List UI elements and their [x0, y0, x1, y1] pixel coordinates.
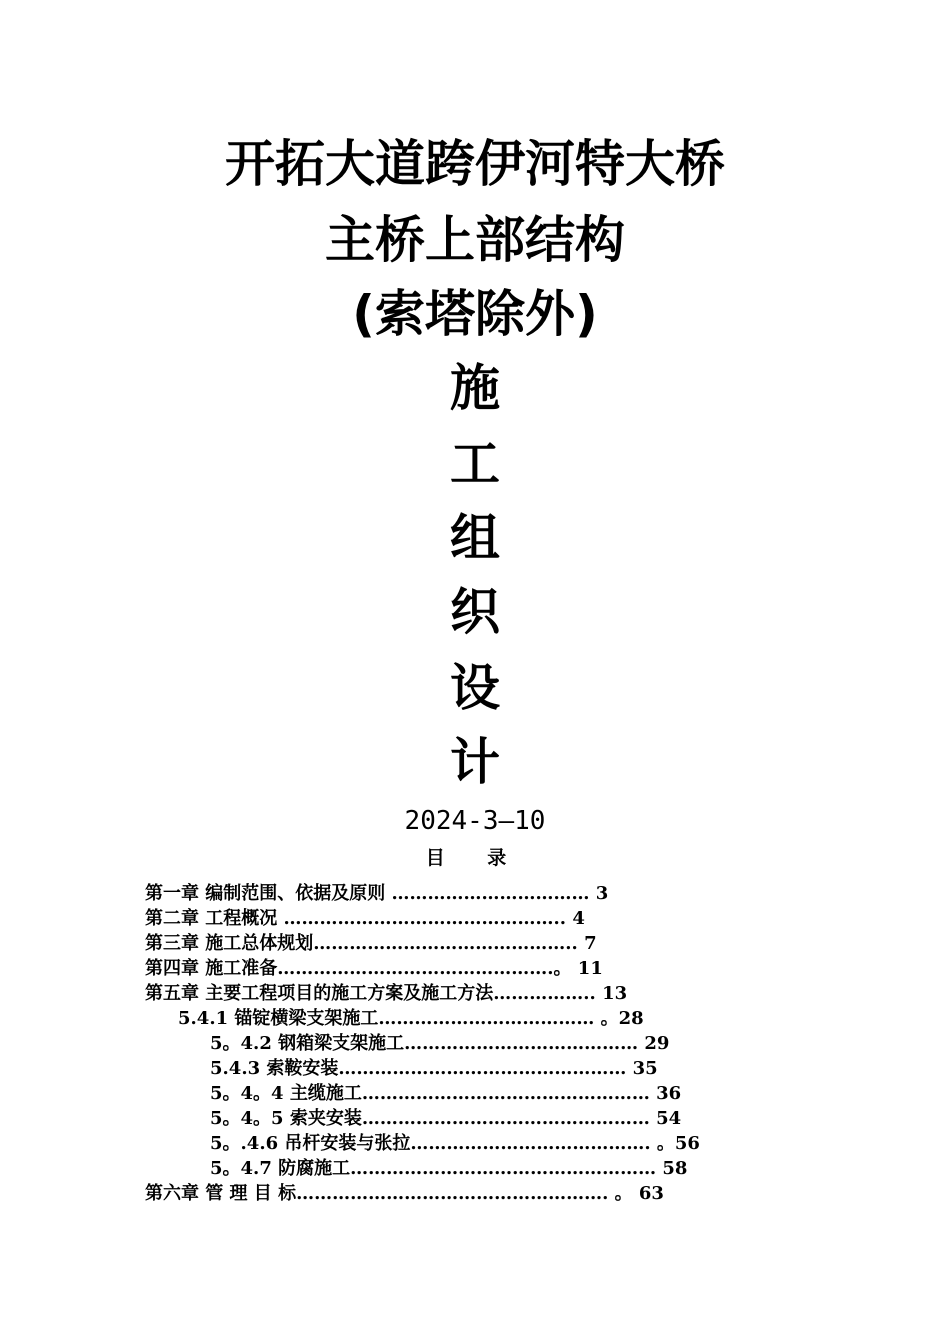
toc-entry[interactable]: 5。4.2 钢箱梁支架施工………………………………… 29 [210, 1033, 670, 1054]
document-date: 2024-3—10 [404, 806, 546, 836]
vertical-title-char: 设 [450, 659, 500, 717]
vertical-title-char: 计 [450, 733, 500, 791]
vertical-title-char: 工 [450, 435, 500, 493]
title-line-2: 主桥上部结构 [325, 211, 625, 269]
toc-entry[interactable]: 第二章 工程概况 ……………………………………….. 4 [145, 908, 585, 929]
toc-entry[interactable]: 5.4.1 锚锭横梁支架施工……………………………… 。28 [178, 1008, 644, 1029]
toc-heading [0, 846, 950, 870]
toc-heading-text: 目 录 [425, 847, 525, 869]
toc-entry[interactable]: 5。4。4 主缆施工………………………………………… 36 [210, 1083, 682, 1104]
toc-entry[interactable]: 5。.4.6 吊杆安装与张拉…………………………………. 。56 [210, 1133, 700, 1154]
vertical-title-char: 施 [450, 359, 500, 417]
title-line-3: (索塔除外) [352, 285, 598, 343]
toc-entry[interactable]: 第五章 主要工程项目的施工方案及施工方法…………….. 13 [145, 983, 628, 1004]
toc-entry[interactable]: 第六章 管 理 目 标……………………………………………. 。 63 [145, 1183, 664, 1204]
toc-entry[interactable]: 5。4.7 防腐施工…………………………………………… 58 [210, 1158, 688, 1179]
toc-entry[interactable]: 第三章 施工总体规划…………………………………….. 7 [145, 933, 597, 954]
toc-entry[interactable]: 第一章 编制范围、依据及原则 …………………………… 3 [145, 883, 609, 904]
toc-entry[interactable]: 5。4。5 索夹安装………………………………………… 54 [210, 1108, 682, 1129]
toc-entry[interactable]: 第四章 施工准备……………………………………….。 11 [145, 958, 603, 979]
vertical-title-char: 织 [450, 583, 500, 641]
toc-entry[interactable]: 5.4.3 索鞍安装………………………………………… 35 [210, 1058, 658, 1079]
vertical-title-char: 组 [450, 509, 500, 567]
title-line-1: 开拓大道跨伊河特大桥 [225, 135, 725, 193]
